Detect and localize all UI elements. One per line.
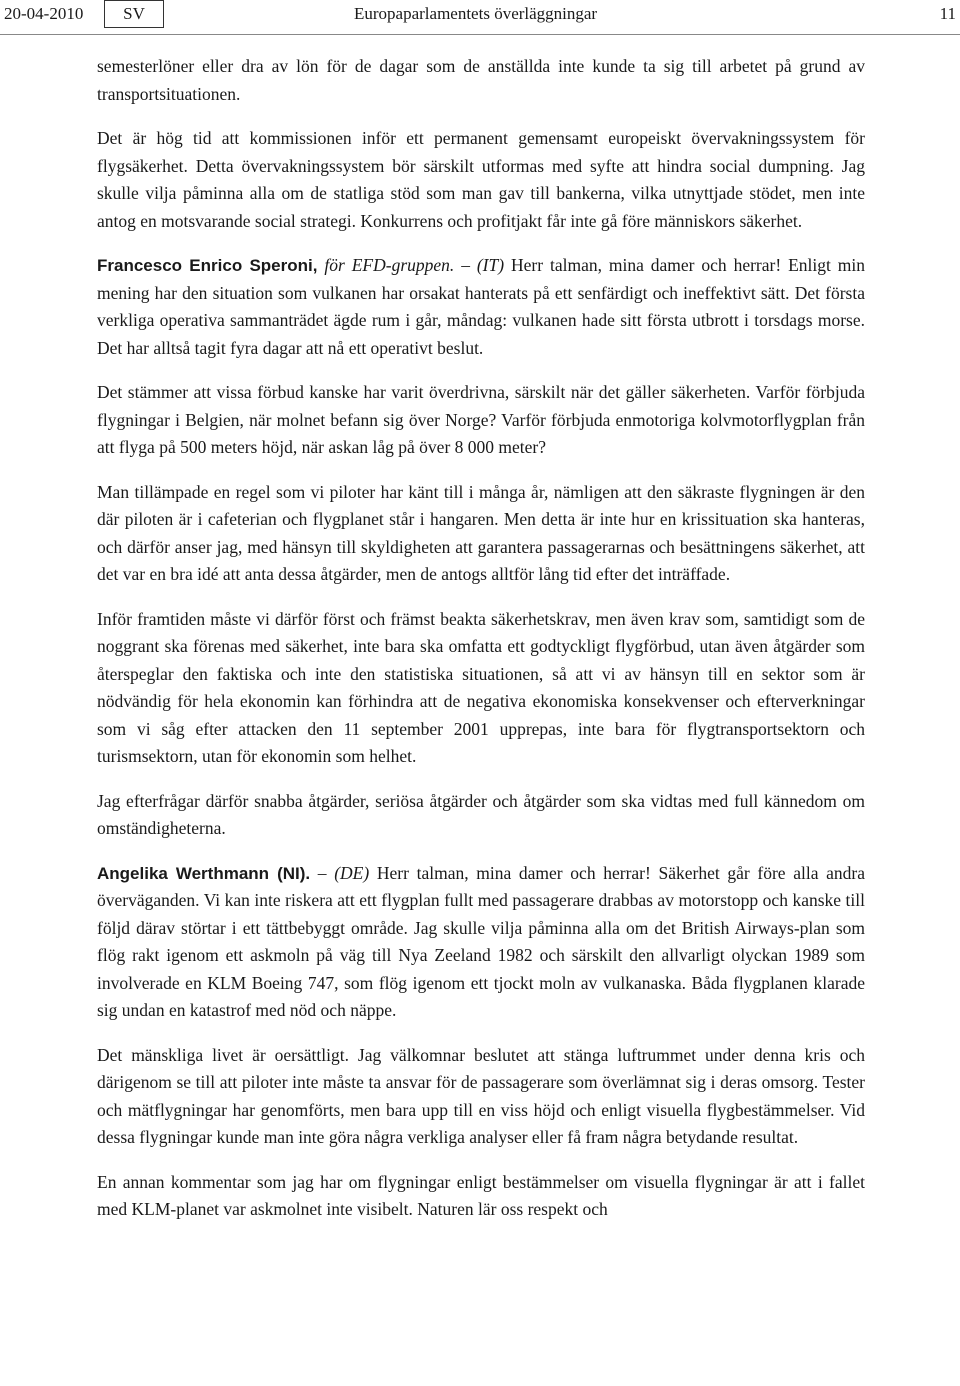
- document-body: [97, 53, 865, 1241]
- paragraph-text: Inför framtiden måste vi därför först och främst beakta säkerhetskrav, men även krav som, samtidigt som de noggrant ska förenas med säkerhet, inte bara ska omfatta ett godtyckligt flygförbud, utan även åtgärder som återspeglar den faktiska och inte den statistiska situationen, så att vi av hänsyn till en sektor som är nödvändig för hela ekonomin kan förhindra att de negativa ekonomiska konsekvenser och efterverkningar som vi såg efter attacken den 11 september 2001 upprepas, inte bara för flygtransportsektorn och turismsektorn, utan för ekonomin som helhet.: [97, 608, 865, 766]
- paragraph: [97, 479, 865, 589]
- paragraph: [97, 125, 865, 235]
- paragraph-text: En annan kommentar som jag har om flygningar enligt bestämmelser om visuella flygningar är att i fallet med KLM-planet var askmolnet inte visibelt. Naturen lär oss respekt och: [97, 1171, 865, 1219]
- paragraph-text: Det stämmer att vissa förbud kanske har varit överdrivna, särskilt när det gäller säkerheten. Varför förbjuda flygningar i Belgien, när molnet befann sig över Norge? Varför förbjuda enmotoriga kolvmotorflygplan från att flyga på 500 meters höjd, när askan låg på över 8 000 meter?: [97, 382, 865, 457]
- page-number: 11: [939, 4, 956, 23]
- paragraph: [97, 788, 865, 843]
- paragraph: [97, 53, 865, 108]
- speech-paragraph: [97, 860, 865, 1025]
- paragraph-text: Det är hög tid att kommissionen inför ett permanent gemensamt europeiskt övervakningssystem för flygsäkerhet. Detta övervakningssystem bör särskilt utformas med syfte att hindra social dumpning. Jag skulle vilja påminna alla om de statliga stöd som man gav till bankerna, vilka utnyttjade stödet, men inte antog en motsvarande social strategi. Konkurrens och profitjakt får inte gå före människors säkerhet.: [97, 128, 865, 231]
- language-code: (IT): [476, 255, 505, 275]
- speech-paragraph: [97, 252, 865, 362]
- speaker-name: Angelika Werthmann (NI).: [97, 863, 311, 883]
- language-badge: SV: [104, 0, 164, 28]
- political-group: för EFD-gruppen.: [324, 255, 455, 275]
- header-title: Europaparlamentets överläggningar: [354, 4, 598, 23]
- paragraph: [97, 606, 865, 771]
- paragraph-text: Jag efterfrågar därför snabba åtgärder, seriösa åtgärder och åtgärder som ska vidtas med full kännedom om omständigheterna.: [97, 790, 865, 838]
- paragraph-text: semesterlöner eller dra av lön för de dagar som de anställda inte kunde ta sig till arbetet på grund av transportsituationen.: [97, 56, 865, 104]
- header-divider: [0, 34, 960, 35]
- page-header: [0, 0, 960, 36]
- paragraph-text: Herr talman, mina damer och herrar! Säkerhet går före alla andra överväganden. Vi kan inte riskera att ett flygplan fullt med passagerare drabbas av motorstopp och kanske till följd därav störtar i ett tättbebyggt område. Jag skulle vilja påminna alla om det British Airways-plan som flög rakt igenom ett askmoln på väg till Nya Zeeland 1982 och särskilt den allvarligt olyckan 1989 som involverade en KLM Boeing 747, som flög igenom ett tjockt moln av vulkanaska. Båda flygplanen klarade sig undan en katastrof med nöd och näppe.: [97, 862, 866, 1020]
- speaker-name: Francesco Enrico Speroni,: [97, 256, 318, 275]
- paragraph-text: Herr talman, mina damer och herrar! Enligt min mening har den situation som vulkanen har orsakat hanterats på ett senfärdigt och ineffektivt sätt. Det första verkliga operativa sammanträdet ägde rum i går, måndag: vulkanen hade sitt första utbrott i torsdags morse. Det har alltså tagit fyra dagar att nå ett operativt beslut.: [97, 255, 865, 358]
- paragraph-text: Man tillämpade en regel som vi piloter har känt till i många år, nämligen att den säkraste flygningen är den där piloten är i cafeterian och flygplanet står i hangaren. Men detta är inte hur en krissituation ska hanteras, och därför anser jag, med hänsyn till skyldigheten att garantera passagerarnas och besättningens säkerhet, att det var en bra idé att anta dessa åtgärder, men de antogs alltför lång tid efter det inträffade.: [97, 481, 865, 584]
- paragraph: [97, 1169, 865, 1224]
- dash: –: [454, 255, 477, 275]
- paragraph: [97, 379, 865, 462]
- paragraph: [97, 1042, 865, 1152]
- dash: –: [310, 862, 335, 883]
- header-date: 20-04-2010: [4, 4, 84, 23]
- paragraph-text: Det mänskliga livet är oersättligt. Jag välkomnar beslutet att stänga luftrummet under denna kris och därigenom se till att piloter inte måste ta ansvar för de passagerare som överlämnat sig i deras omsorg. Tester och mätflygningar har genomförts, men bara upp till en viss höjd och enligt visuella flygbestämmelser. Vid dessa flygningar kunde man inte göra några verkliga analyser eller få fram några betydande resultat.: [97, 1044, 865, 1147]
- language-code: (DE): [334, 862, 370, 883]
